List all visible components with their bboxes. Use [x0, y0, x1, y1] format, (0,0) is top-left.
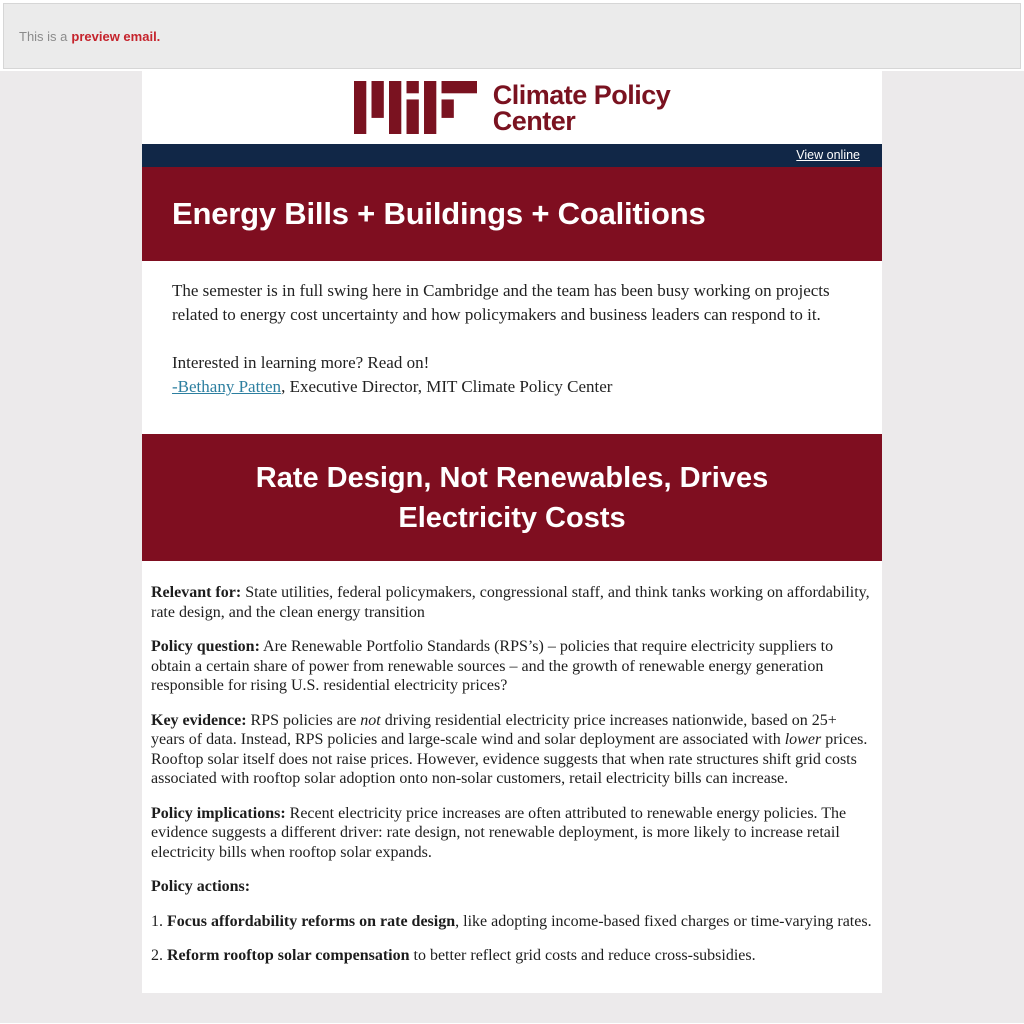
article-headline-band	[142, 434, 882, 561]
article-body	[142, 561, 882, 993]
logo-section	[142, 71, 882, 144]
intro-cta-line: Interested in learning more? Read on!	[172, 353, 430, 372]
preview-notice-bar	[3, 3, 1021, 69]
mit-climate-policy-center-logo	[354, 81, 671, 134]
view-online-bar	[142, 144, 882, 167]
mit-logo-icon	[354, 81, 477, 134]
preview-notice-wrap	[0, 0, 1024, 69]
logo-wordmark	[492, 79, 671, 136]
view-online-link[interactable]: View online	[796, 148, 860, 162]
body-paragraph: Relevant for: State utilities, federal policymakers, congressional staff, and think tanks working on affordability, rate design, and the clean energy transition	[151, 584, 870, 621]
preview-email-link[interactable]: preview email.	[71, 28, 161, 44]
logo-wordmark-line1: Climate Policy	[492, 79, 671, 110]
intro-paragraph: The semester is in full swing here in Cambridge and the team has been busy working on projects related to energy cost uncertainty and how policymakers and business leaders can respond to it.	[172, 281, 830, 324]
body-paragraph: Policy implications: Recent electricity price increases are often attributed to renewable energy policies. The evidence suggests a different driver: rate design, not renewable deployment, is more likely to increase retail electricity bills when rooftop solar expands.	[151, 804, 847, 861]
newsletter-headline-band	[142, 167, 882, 261]
body-paragraph: 2. Reform rooftop solar compensation to better reflect grid costs and reduce cross-subsidies.	[151, 947, 756, 964]
logo-wordmark-line2: Center	[492, 105, 576, 136]
page-background	[0, 71, 1024, 1023]
intro-section	[142, 261, 882, 434]
body-paragraph: Policy actions:	[151, 878, 251, 895]
preview-notice-text: This is a	[19, 28, 68, 44]
email-body	[142, 71, 882, 993]
newsletter-title: Energy Bills + Buildings + Coalitions	[172, 196, 706, 231]
intro-signature-line	[172, 375, 852, 399]
article-title: Rate Design, Not Renewables, Drives Electricity Costs	[255, 461, 769, 534]
body-paragraph: Key evidence: RPS policies are not driving residential electricity price increases nationwide, based on 25+ years of data. Instead, RPS policies and large-scale wind and solar deployment are associated with lower prices. Rooftop solar itself does not raise prices. However, evidence suggests that when rate structures shift grid costs associated with rooftop solar adoption onto non-solar customers, retail electricity bills can increase.	[151, 711, 868, 787]
bethany-patten-link[interactable]: -Bethany Patten	[172, 377, 282, 396]
body-paragraph: Policy question: Are Renewable Portfolio Standards (RPS’s) – policies that require electricity suppliers to obtain a certain share of power from renewable sources – and the growth of renewable energy generation responsible for rising U.S. residential electricity prices?	[151, 638, 834, 694]
signature-title-text: , Executive Director, MIT Climate Policy Center	[281, 377, 613, 396]
body-paragraph: 1. Focus affordability reforms on rate design, like adopting income-based fixed charges or time-varying rates.	[151, 912, 872, 930]
